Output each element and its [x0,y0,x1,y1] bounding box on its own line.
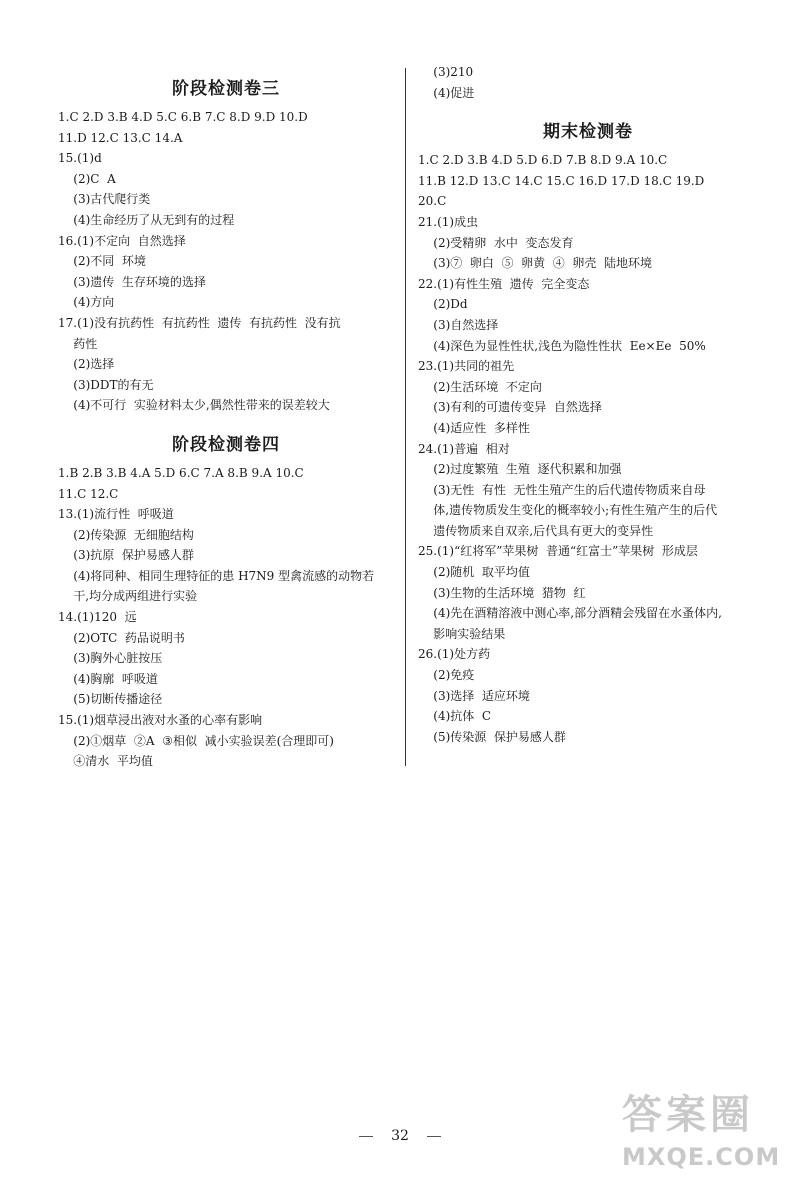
answer-line: 16.(1)不定向 自然选择 [58,233,186,248]
answer-line: 11.C 12.C [58,486,119,501]
section-title: 阶段检测卷三 [172,79,280,99]
watermark-logo [622,1090,798,1186]
answer-line: (4)方向 [58,295,115,310]
left-column [58,60,394,772]
answer-line: (2)生活环境 不定向 [418,379,542,394]
footer-dash [427,1136,441,1137]
answer-list [418,150,758,747]
answer-line: (4)抗体 C [418,709,492,724]
answer-line: 1.B 2.B 3.B 4.A 5.D 6.C 7.A 8.B 9.A 10.C [58,465,304,480]
answer-line: (4)将同种、相同生理特征的患 H7N9 型禽流感的动物若 [58,568,375,583]
answer-line: (4)不可行 实验材料太少,偶然性带来的误差较大 [58,398,330,413]
answer-line: ④清水 平均值 [58,754,153,769]
column-divider [405,68,406,766]
answer-line: (3)抗原 保护易感人群 [58,548,194,563]
answer-line: 15.(1)d [58,151,102,166]
answer-line: (4)生命经历了从无到有的过程 [58,212,235,227]
answer-line: (2)受精卵 水中 变态发育 [418,235,574,250]
answer-line: (3)自然选择 [418,317,499,332]
answer-line: (3)生物的生活环境 猎物 红 [418,585,586,600]
answer-line: 1.C 2.D 3.B 4.D 5.C 6.B 7.C 8.D 9.D 10.D [58,110,308,124]
answer-line: (4)胸廓 呼吸道 [58,671,158,686]
answer-line: 20.C [418,194,447,209]
answer-line: (2)过度繁殖 生殖 逐代积累和加强 [418,462,622,477]
answer-line: (2)C A [58,171,116,186]
answer-line: 21.(1)成虫 [418,214,479,229]
answer-line: 23.(1)共同的祖先 [418,359,515,374]
answer-line: 11.B 12.D 13.C 14.C 15.C 16.D 17.D 18.C 19.D [418,173,705,188]
answer-line: (4)促进 [418,85,475,100]
answer-line: 影响实验结果 [418,626,506,641]
answer-line: (2)①烟草 ②A ③相似 减小实验误差(合理即可) [58,733,334,748]
answer-line: (2)OTC 药品说明书 [58,630,185,645]
section-title: 阶段检测卷四 [172,434,280,455]
answer-line: (4)适应性 多样性 [418,420,530,435]
footer-dash [359,1136,373,1137]
answer-line: 22.(1)有性生殖 遗传 完全变态 [418,276,590,291]
answer-line: (4)深色为显性性状,浅色为隐性性状 Ee×Ee 50% [418,338,706,353]
answer-line: (2)免疫 [418,668,475,683]
right-column [418,62,758,747]
answer-line: (2)传染源 无细胞结构 [58,527,194,542]
answer-line: 遗传物质来自双亲,后代具有更大的变异性 [418,523,654,538]
answer-line: (3)有利的可遗传变异 自然选择 [418,400,602,415]
answer-line: 26.(1)处方药 [418,647,491,662]
answer-line: 体,遗传物质发生变化的概率较小;有性生殖产生的后代 [418,503,718,518]
answer-line: (5)传染源 保护易感人群 [418,729,566,744]
answer-line: 14.(1)120 远 [58,610,137,625]
answer-line: (2)不同 环境 [58,254,146,269]
answer-line: 24.(1)普遍 相对 [418,441,510,456]
answer-line: (3)210 [418,65,474,79]
continued-answers [418,62,758,103]
answer-line: (3)选择 适应环境 [418,688,530,703]
answer-line: 1.C 2.D 3.B 4.D 5.D 6.D 7.B 8.D 9.A 10.C [418,153,668,168]
answer-line: (5)切断传播途径 [58,692,163,707]
answer-line: (3)DDT的有无 [58,377,154,392]
answer-line: 药性 [58,336,98,351]
answer-line: (2)随机 取平均值 [418,565,530,580]
answer-line: (2)选择 [58,357,115,372]
answer-line: (4)先在酒精溶液中测心率,部分酒精会残留在水蚤体内, [418,606,722,621]
answer-line: (3)古代爬行类 [58,192,151,207]
answer-line: (2)Dd [418,297,468,312]
answer-line: 25.(1)“红将军”苹果树 普通“红富士”苹果树 形成层 [418,544,698,559]
answer-line: (3)⑦ 卵白 ⑤ 卵黄 ④ 卵壳 陆地环境 [418,256,653,271]
answer-list [58,107,394,416]
answer-line: (3)无性 有性 无性生殖产生的后代遗传物质来自母 [418,482,706,497]
answer-line: 干,均分成两组进行实验 [58,589,198,604]
answer-list [58,463,394,772]
answer-line: 17.(1)没有抗药性 有抗药性 遗传 有抗药性 没有抗 [58,315,341,330]
answer-line: 11.D 12.C 13.C 14.A [58,130,183,145]
answer-line: 13.(1)流行性 呼吸道 [58,507,174,522]
answer-line: (3)胸外心脏按压 [58,651,163,666]
page-number: 32 [391,1128,409,1144]
answer-line: (3)遗传 生存环境的选择 [58,274,206,289]
answer-line: 15.(1)烟草浸出液对水蚤的心率有影响 [58,713,263,728]
watermark-bottom: MXQE.COM [622,1143,781,1171]
watermark-top: 答案圈 [622,1092,754,1138]
section-title: 期末检测卷 [543,122,633,143]
